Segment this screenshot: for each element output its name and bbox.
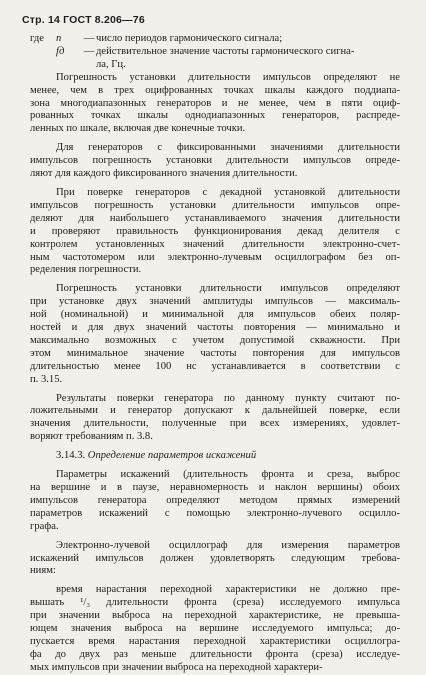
paragraph-p5 — [30, 393, 400, 445]
text-line: значения длительности, полученные при всех измерениях, удовлет- — [30, 418, 400, 430]
text-line: вышать ¹/₃ длительности фронта (среза) исследуемого импульса — [30, 597, 400, 609]
paragraph-p6 — [30, 469, 400, 534]
text-line: графа. — [30, 520, 59, 532]
text-line: Электронно-лучевой осциллограф для измерения параметров — [56, 539, 400, 551]
text-line: ным частотомером или электронно-лучевым осциллографом без оп- — [30, 251, 400, 263]
text-line: этом минимальное значение частоты повторения для импульсов — [30, 347, 400, 359]
spacer — [30, 46, 56, 59]
text-line: длительностью менее 100 нс устанавливается в соответствии с — [30, 360, 400, 372]
section-title: Определение параметров искажений — [87, 450, 257, 462]
dash: — — [83, 45, 95, 57]
definition-row-fd — [30, 46, 400, 59]
paragraph-p2 — [30, 142, 400, 181]
text-line: импульсов погрешность установки длительности импульсов опреде- — [30, 155, 400, 167]
text-line: импульсов погрешность установки длительности импульсов опре- — [30, 199, 400, 211]
text-line: на вершине и в паузе, неравномерность и наклон вершины) обоих — [30, 482, 400, 493]
definition-row-n — [30, 33, 400, 46]
text-line: ределения погрешности. — [30, 264, 142, 276]
text-line: Результаты поверки генератора по данному пункту считают по- — [56, 392, 400, 404]
definition-fd-text: действительное значение частоты гармонического сигна- — [96, 45, 355, 57]
text-line: ющем значения выброса на вершине исследуемого импульса; до- — [30, 623, 400, 635]
text-line: пускается время нарастания переходной характеристики осциллогра- — [30, 635, 400, 647]
text-line: Параметры искажений (длительность фронта и среза, выброс — [56, 469, 400, 481]
text-line: время нарастания переходной характеристики не должно пре- — [56, 584, 400, 596]
text-line: параметров искажений с помощью электронно-лучевого осцилло- — [30, 507, 400, 519]
text-line: При поверке генераторов с декадной установкой длительности — [56, 186, 400, 198]
text-line: рованных точках шкалы однодиапазонных генераторов, распреде- — [30, 110, 400, 122]
text-line: при значении выброса на переходной характеристике, не превыша- — [30, 610, 400, 622]
text-line: максимально возможных с учетом допустимой скважности. При — [30, 334, 400, 346]
text-line: менее, чем в трех оцифрованных точках шкалы каждого поддиапа- — [30, 84, 400, 96]
definition-fd-cont: ла, Гц. — [96, 58, 126, 70]
page-body — [30, 33, 400, 675]
text-line: воряют требованиям п. 3.8. — [30, 431, 153, 443]
section-heading-line — [30, 450, 400, 463]
text-line: при установке двух значений амплитуды импульсов — максималь- — [30, 296, 400, 308]
text-line: импульсов генератора определяют методом прямых измерений — [30, 494, 400, 506]
symbol-fd: fд — [56, 45, 65, 57]
page-header: Стр. 14 ГОСТ 8.206—76 — [22, 14, 145, 26]
text-line: мых импульсов при значении выброса на переходной характери- — [30, 661, 323, 673]
paragraph-p3 — [30, 187, 400, 277]
text-line: Для генераторов с фиксированными значениями длительности — [56, 142, 400, 154]
section-number: 3.14.3. — [56, 450, 86, 462]
text-line: ложительными и генератор допускают к дальнейшей поверке, если — [30, 405, 400, 417]
text-line: ленных по шкале, включая две конечные точки. — [30, 123, 246, 135]
text-line: ниям: — [30, 565, 56, 577]
paragraph-p8 — [30, 584, 400, 674]
text-line: деляют для наибольшего устанавливаемого значения длительности — [30, 212, 400, 224]
paragraph-p7 — [30, 540, 400, 579]
text-line: зона многодиапазонных генераторов и не менее, чем в пяти оциф- — [30, 97, 400, 109]
section-heading — [30, 450, 400, 463]
text-line: Погрешность установки длительности импульсов определяют не — [56, 71, 400, 83]
text-line: п. 3.15. — [30, 373, 63, 385]
text-line: ляют для каждого фиксированного значения длительности. — [30, 168, 298, 180]
symbol-n: n — [56, 33, 62, 44]
text-line: ной (номинальной) и минимальной для импульсов обеих поляр- — [30, 309, 400, 321]
text-line: и проверяют правильность функционирования декад делителя с — [30, 225, 400, 237]
text-line: Погрешность установки длительности импульсов определяют — [56, 283, 400, 295]
paragraph-p1 — [30, 72, 400, 137]
paragraph-p4 — [30, 283, 400, 386]
text-line: фа до двух раз меньше длительности фронта (среза) исследуе- — [30, 648, 400, 660]
where-lead: где — [30, 33, 44, 44]
dash: — — [83, 33, 95, 44]
text-line: искажений импульсов должен удовлетворять следующим требова- — [30, 552, 400, 564]
definition-n-text: число периодов гармонического сигнала; — [96, 33, 283, 44]
text-line: ностей и для двух значений частоты повторения — минимально и — [30, 322, 400, 334]
text-line: контролем установленных значений длительности электронно-счет- — [30, 238, 400, 250]
